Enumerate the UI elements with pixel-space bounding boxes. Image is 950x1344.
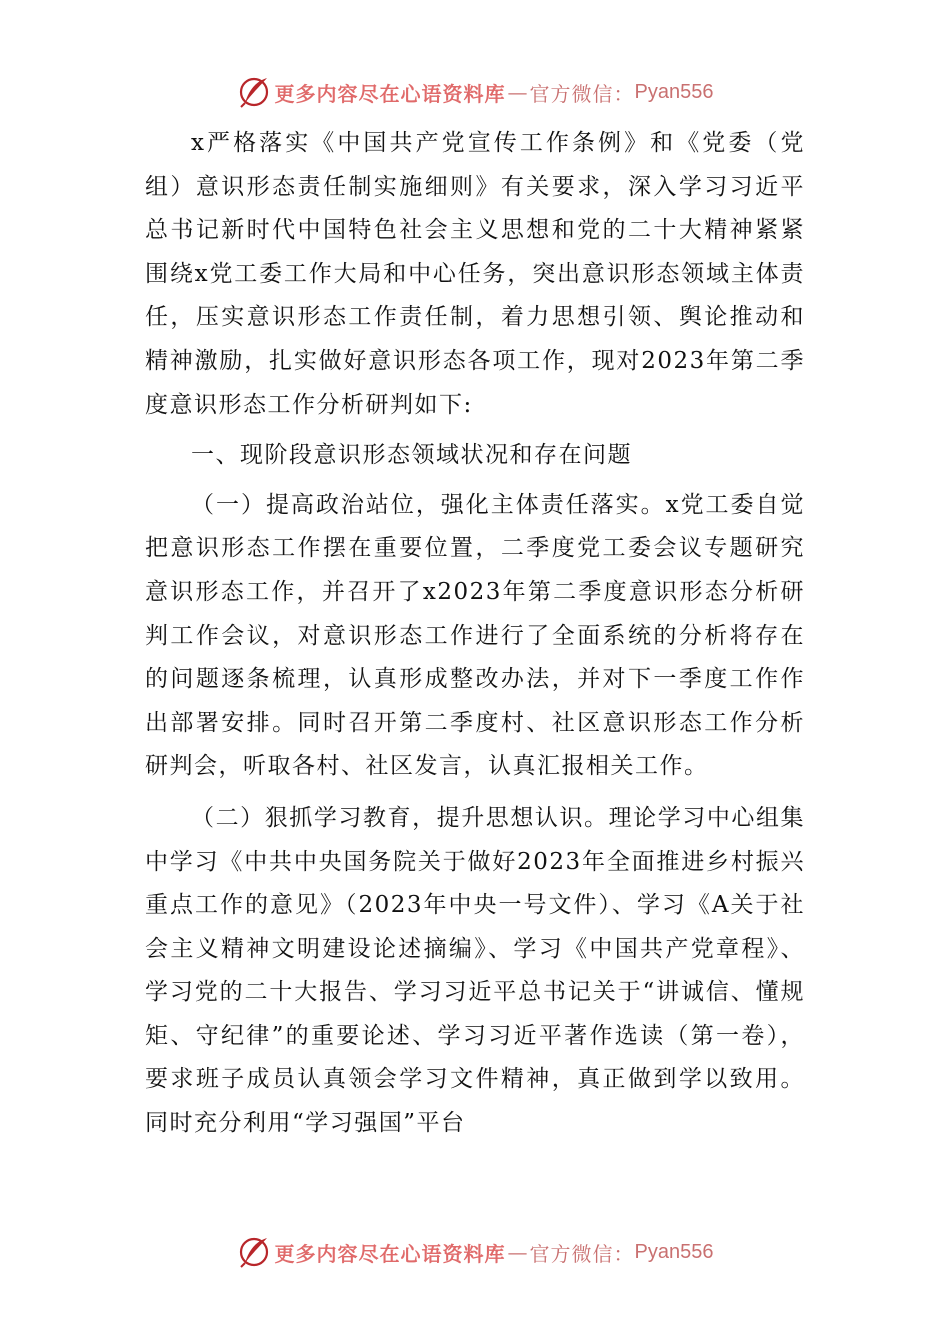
watermark-site-text: 更多内容尽在心语资料库 [274,1241,506,1266]
item-1-paragraph: （一）提高政治站位，强化主体责任落实。x党工委自觉把意识形态工作摆在重要位置，二季度党工委会议专题研究意识形态工作，并召开了x2023年第二季度意识形态分析研判工作会议，对意识形态工作进行了全面系统的分析将存在的问题逐条梳理，认真形成整改办法，并对下一季度工作作出部署安排。同时召开第二季度村、社区意识形态工作分析研判会，听取各村、社区发言，认真汇报相关工作。 [145,491,805,780]
document-body [145,122,805,1146]
watermark-separator: — [507,80,528,104]
section-heading: 一、现阶段意识形态领域状况和存在问题 [191,442,632,469]
watermark-banner-bottom [0,1232,950,1272]
watermark-banner-top [0,72,950,112]
watermark-site-text: 更多内容尽在心语资料库 [274,81,506,106]
feather-quill-logo-icon [237,1235,271,1269]
feather-quill-logo-icon [237,75,271,109]
watermark-separator: — [507,1240,528,1264]
watermark-wechat-id: Pyan556 [634,80,714,103]
paragraph-gap [145,789,805,797]
watermark-wechat-label: 官方微信： [529,81,635,106]
item-2-paragraph: （二）狠抓学习教育，提升思想认识。理论学习中心组集中学习《中共中央国务院关于做好2023年全面推进乡村振兴重点工作的意见》（2023年中央一号文件）、学习《A关于社会主义精神文明建设论述摘编》、学习《中国共产党章程》、学习党的二十大报告、学习习近平总书记关于“讲诚信、懂规矩、守纪律”的重要论述、学习习近平著作选读（第一卷），要求班子成员认真领会学习文件精神，真正做到学以致用。同时充分利用“学习强国”平台 [145,804,805,1137]
watermark-wechat-label: 官方微信： [529,1241,635,1266]
watermark-wechat-id: Pyan556 [634,1240,714,1263]
intro-paragraph: x严格落实《中国共产党宣传工作条例》和《党委（党组）意识形态责任制实施细则》有关要求，深入学习习近平总书记新时代中国特色社会主义思想和党的二十大精神紧紧围绕x党工委工作大局和中心任务，突出意识形态领域主体责任，压实意识形态工作责任制，着力思想引领、舆论推动和精神激励，扎实做好意识形态各项工作，现对2023年第二季度意识形态工作分析研判如下: [145,130,805,418]
